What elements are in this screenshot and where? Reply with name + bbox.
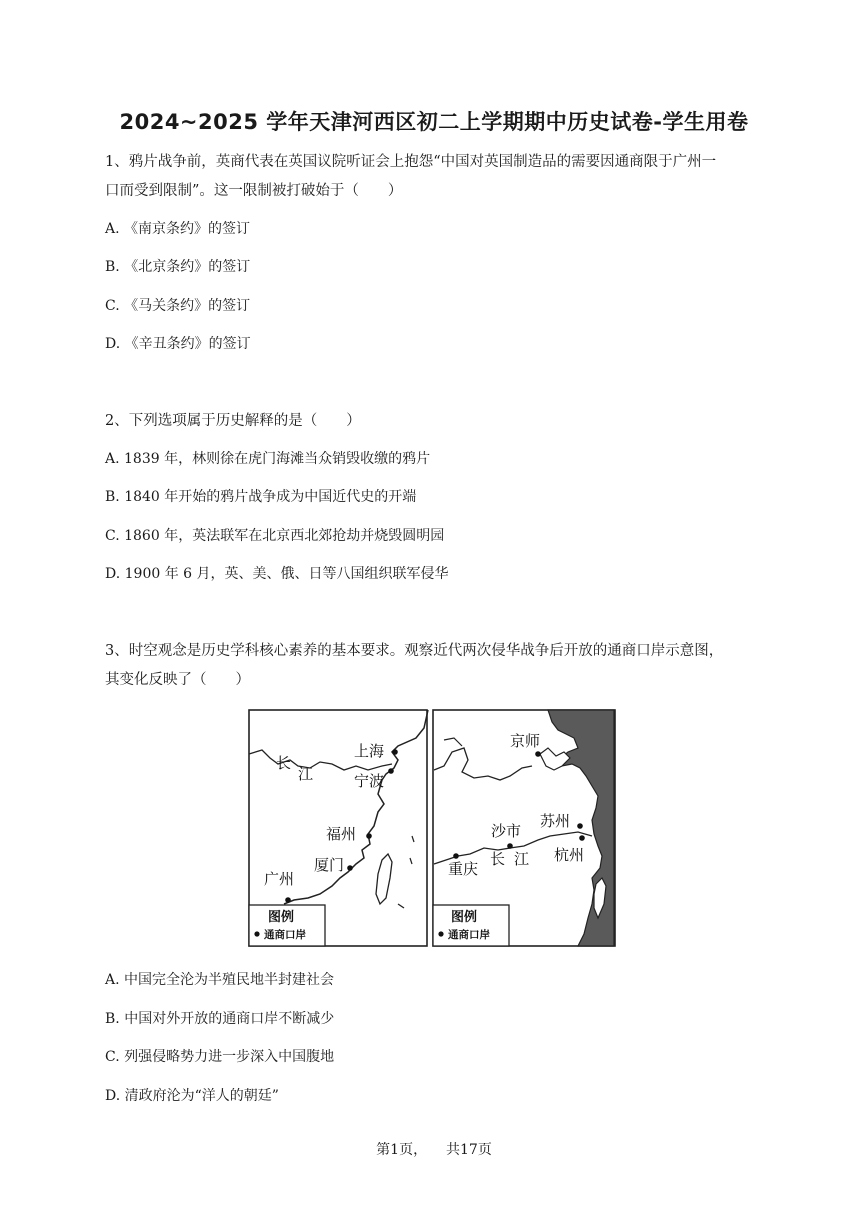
- port-dot-shashi: [507, 843, 513, 849]
- map-left-legend-item: 通商口岸: [264, 929, 306, 941]
- footer-total-pages: 共17页: [446, 1142, 492, 1158]
- map-left-label-jiang: 江: [298, 765, 314, 783]
- port-dot-xiamen: [347, 865, 353, 871]
- map-left-label-fuzhou: 福州: [326, 825, 357, 843]
- question-1-option-c: C. 《马关条约》的签订: [105, 298, 251, 314]
- port-dot-chongqing: [453, 853, 459, 859]
- map-right-label-jiang: 江: [514, 850, 530, 868]
- map-left-label-shanghai: 上海: [354, 742, 385, 760]
- question-1-option-d: D. 《辛丑条约》的签订: [105, 336, 251, 352]
- map-right-label-chang: 长: [490, 850, 506, 868]
- map-left-label-chang: 长: [276, 754, 292, 772]
- map-right: [433, 710, 615, 946]
- legend-dot-icon: [438, 931, 443, 936]
- port-dot-suzhou: [577, 823, 583, 829]
- question-2-option-a: A. 1839 年，林则徐在虎门海滩当众销毁收缴的鸦片: [105, 451, 431, 467]
- map-right-label-chongqing: 重庆: [448, 860, 479, 878]
- question-2-option-d: D. 1900 年 6 月，英、美、俄、日等八国组织联军侵华: [105, 566, 449, 582]
- question-2-option-c: C. 1860 年，英法联军在北京西北郊抢劫并烧毁圆明园: [105, 528, 445, 544]
- port-dot-hangzhou: [579, 835, 585, 841]
- map-right-label-shashi: 沙市: [491, 822, 522, 840]
- port-dot-ningbo: [388, 768, 394, 774]
- question-3-text-line-1: 3、时空观念是历史学科核心素养的基本要求。观察近代两次侵华战争后开放的通商口岸示意图，: [105, 643, 724, 659]
- question-2-text: 2、下列选项属于历史解释的是（ ）: [105, 413, 361, 429]
- question-1-option-a: A. 《南京条约》的签订: [105, 221, 251, 237]
- footer-page-number: 第1页，: [376, 1142, 428, 1158]
- question-3-text-line-2: 其变化反映了（ ）: [105, 672, 250, 688]
- question-3-option-a: A. 中国完全沦为半殖民地半封建社会: [105, 972, 335, 988]
- question-2-option-b: B. 1840 年开始的鸦片战争成为中国近代史的开端: [105, 489, 417, 505]
- question-3-option-b: B. 中国对外开放的通商口岸不断减少: [105, 1011, 335, 1027]
- map-right-legend-item: 通商口岸: [448, 929, 490, 941]
- legend-dot-icon: [254, 931, 259, 936]
- map-left-label-guangzhou: 广州: [264, 870, 295, 888]
- port-dot-fuzhou: [366, 833, 372, 839]
- port-dot-guangzhou: [285, 897, 291, 903]
- map-left-label-xiamen: 厦门: [314, 856, 345, 874]
- map-right-label-suzhou: 苏州: [540, 812, 571, 830]
- map-right-label-hangzhou: 杭州: [554, 846, 585, 864]
- port-dot-shanghai: [392, 749, 398, 755]
- treaty-ports-maps-figure: [248, 708, 618, 948]
- question-3-option-d: D. 清政府沦为“洋人的朝廷”: [105, 1088, 279, 1104]
- map-right-label-jingshi: 京师: [510, 732, 541, 750]
- map-left-legend-title: 图例: [268, 910, 295, 925]
- port-dot-jingshi: [535, 751, 541, 757]
- page-footer: [0, 1139, 868, 1159]
- map-left: [249, 710, 428, 946]
- question-1-text-line-1: 1、鸦片战争前，英商代表在英国议院听证会上抱怨“中国对英国制造品的需要因通商限于广州一: [105, 154, 717, 170]
- page-title: 2024~2025 学年天津河西区初二上学期期中历史试卷-学生用卷: [119, 110, 749, 134]
- question-1-text-line-2: 口而受到限制”。这一限制被打破始于（ ）: [105, 183, 403, 199]
- question-3-option-c: C. 列强侵略势力进一步深入中国腹地: [105, 1049, 335, 1065]
- map-left-label-ningbo: 宁波: [354, 772, 385, 790]
- map-right-legend-title: 图例: [451, 910, 478, 925]
- question-1-option-b: B. 《北京条约》的签订: [105, 259, 251, 275]
